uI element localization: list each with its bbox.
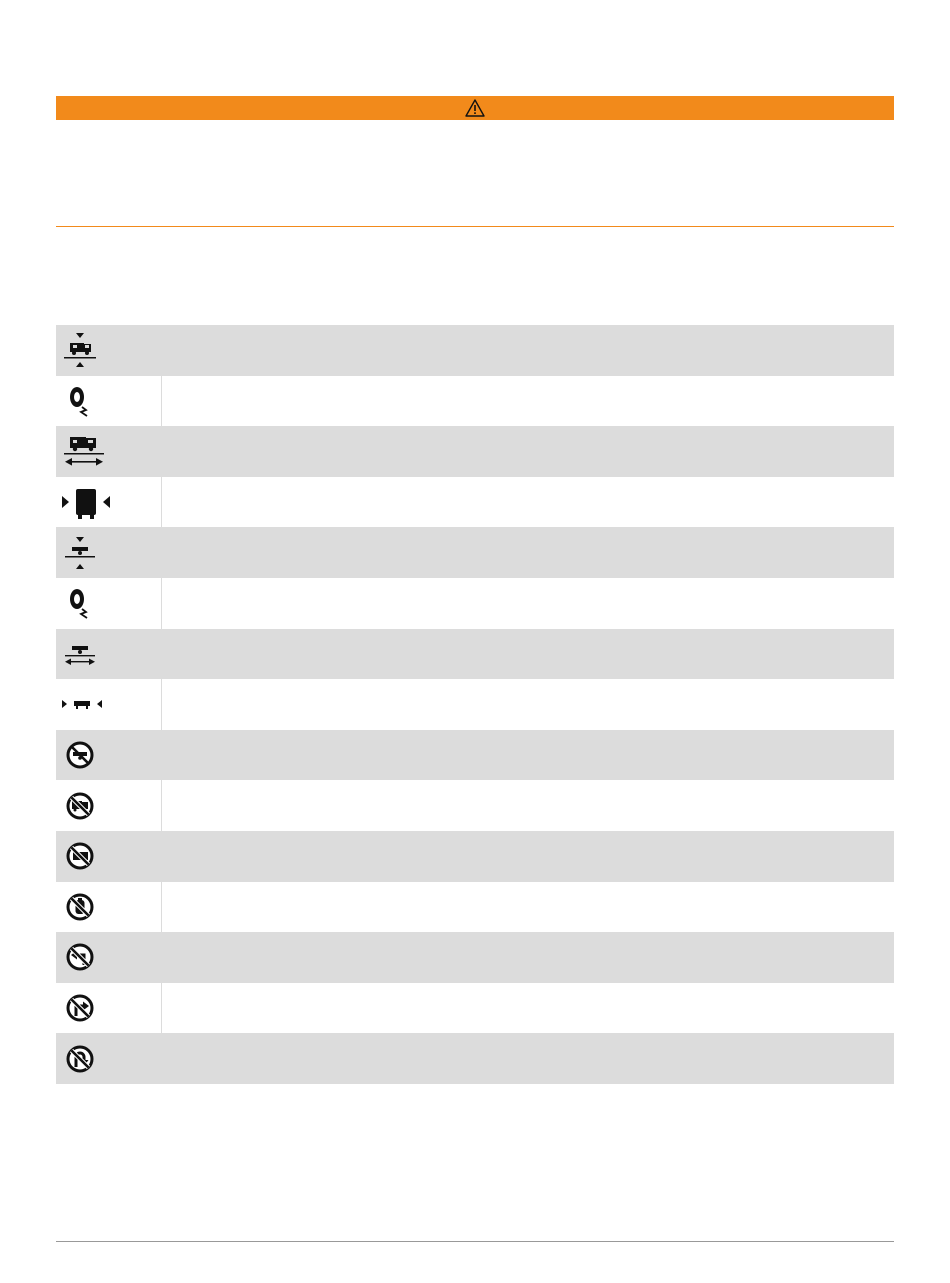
rv-length-restriction-icon — [60, 431, 108, 471]
table-row — [56, 477, 894, 528]
table-row — [56, 578, 894, 629]
rv-height-restriction-icon — [60, 330, 100, 370]
no-u-turn-icon — [60, 1039, 100, 1079]
no-left-turn-icon — [60, 937, 100, 977]
table-row — [56, 1033, 894, 1084]
no-right-turn-icon — [60, 988, 100, 1028]
rv-width-restriction-icon — [60, 482, 112, 522]
table-row — [56, 932, 894, 983]
footer-divider — [56, 1241, 894, 1242]
trailer-height-restriction-icon — [60, 533, 100, 573]
table-row — [56, 831, 894, 882]
icon-legend-table — [56, 325, 894, 1084]
no-propane-allowed-icon — [60, 887, 100, 927]
warning-banner — [56, 96, 894, 120]
no-trailers-allowed-icon — [60, 735, 100, 775]
table-row — [56, 426, 894, 477]
table-row — [56, 527, 894, 578]
trailer-length-restriction-icon — [60, 634, 100, 674]
section-divider — [56, 226, 894, 227]
table-row — [56, 983, 894, 1034]
warning-triangle-icon — [465, 99, 485, 117]
rv-hazardous-tire-icon — [60, 381, 100, 421]
table-row — [56, 882, 894, 933]
trailer-width-restriction-icon — [60, 684, 104, 724]
no-trucks-allowed-icon — [60, 836, 100, 876]
table-row — [56, 629, 894, 680]
table-row — [56, 325, 894, 376]
table-row — [56, 730, 894, 781]
trailer-hazardous-tire-icon — [60, 583, 100, 623]
table-row — [56, 780, 894, 831]
table-row — [56, 376, 894, 427]
no-rvs-allowed-icon — [60, 786, 100, 826]
table-row — [56, 679, 894, 730]
